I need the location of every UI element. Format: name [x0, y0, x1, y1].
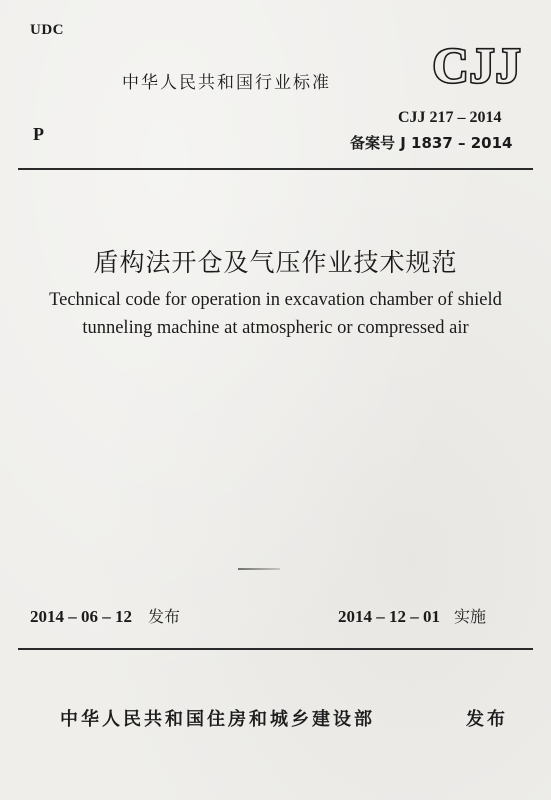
- title-english-line-2: tunneling machine at atmospheric or compressed air: [82, 318, 469, 338]
- standard-type: 中华人民共和国行业标准: [122, 73, 331, 93]
- issuing-action: 发布: [466, 709, 508, 730]
- issue-date: 2014 – 06 – 12: [30, 607, 132, 626]
- implement-date: 2014 – 12 – 01: [338, 607, 440, 626]
- implement-date-block: [338, 604, 486, 627]
- bottom-divider: [18, 648, 533, 650]
- udc-label: UDC: [30, 22, 64, 38]
- issuing-authority: 中华人民共和国住房和城乡建设部: [60, 709, 375, 730]
- cjj-logo: [422, 38, 532, 90]
- issue-date-block: [30, 604, 180, 627]
- issue-word: 发布: [148, 607, 181, 626]
- top-divider: [18, 168, 533, 170]
- title-chinese: 盾构法开仓及气压作业技术规范: [93, 248, 458, 277]
- cjj-logo-text: CJJ: [432, 38, 522, 90]
- classification-letter: P: [33, 124, 44, 144]
- implement-word: 实施: [454, 607, 487, 626]
- record-number: 备案号 J 1837 – 2014: [350, 134, 513, 152]
- title-english-line-1: Technical code for operation in excavation chamber of shield: [49, 290, 502, 310]
- print-mark: [238, 568, 280, 570]
- standard-code-number: CJJ 217 – 2014: [398, 109, 502, 126]
